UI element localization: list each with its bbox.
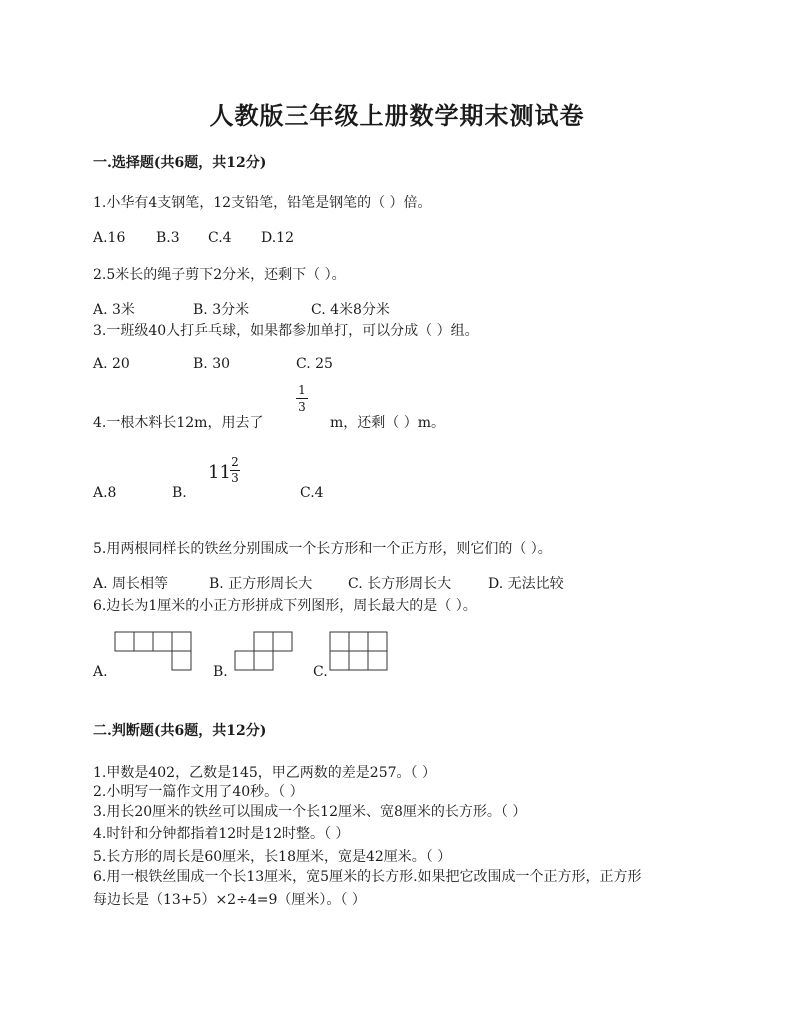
q3-option-b: B. 30 <box>193 356 231 372</box>
question-5: 5.用两根同样长的铁丝分别围成一个长方形和一个正方形，则它们的（ ）。 <box>93 541 552 557</box>
question-4-text-after: m，还剩（ ）m。 <box>330 415 446 431</box>
judgment-item-6: 6.用一根铁丝围成一个长13厘米，宽5厘米的长方形.如果把它改围成一个正方形，正方形 <box>93 869 642 885</box>
unit-square <box>254 651 273 670</box>
unit-square <box>349 651 368 670</box>
question-3: 3.一班级40人打乒乓球，如果都参加单打，可以分成（ ）组。 <box>93 323 479 339</box>
q1-option-a: A.16 <box>93 230 126 246</box>
q2-option-c: C. 4米8分米 <box>311 302 390 318</box>
question-1: 1.小华有4支钢笔，12支铅笔，铅笔是钢笔的（ ）倍。 <box>93 195 432 211</box>
q5-option-d: D. 无法比较 <box>488 576 564 592</box>
judgment-item-5: 5.长方形的周长是60厘米，长18厘米，宽是42厘米。（ ） <box>93 849 452 865</box>
page-title: 人教版三年级上册数学期末测试卷 <box>209 101 585 130</box>
question-4-text-before: 4.一根木料长12m，用去了 <box>93 415 264 431</box>
q4-option-c: C.4 <box>300 485 324 501</box>
judgment-item-3: 3.用长20厘米的铁丝可以围成一个长12厘米、宽8厘米的长方形。（ ） <box>93 804 527 820</box>
q6-figure-a <box>115 632 191 674</box>
mixed-fraction <box>230 456 240 485</box>
q5-option-c: C. 长方形周长大 <box>348 576 452 592</box>
q6-option-a-label: A. <box>93 664 108 680</box>
q6-figure-b <box>235 632 292 672</box>
unit-square <box>115 632 134 651</box>
q4-option-b-mixed-number <box>208 456 248 488</box>
unit-square <box>368 651 387 670</box>
unit-square <box>134 632 153 651</box>
q5-option-a: A. 周长相等 <box>93 576 169 592</box>
q4-fraction-denominator: 3 <box>298 400 306 414</box>
question-6: 6.边长为1厘米的小正方形拼成下列图形，周长最大的是（ ）。 <box>93 598 477 614</box>
q6-option-b-label: B. <box>213 664 228 680</box>
unit-square <box>254 632 273 651</box>
judgment-item-4: 4.时针和分钟都指着12时是12时整。（ ） <box>93 826 350 842</box>
q6-figure-c <box>330 632 387 672</box>
q4-option-a: A.8 <box>93 485 117 501</box>
q1-option-b: B.3 <box>156 230 180 246</box>
judgment-item-6-cont: 每边长是（13+5）×2÷4=9（厘米）。（ ） <box>93 892 366 908</box>
unit-square <box>172 632 191 651</box>
q3-option-a: A. 20 <box>93 356 130 372</box>
question-2: 2.5米长的绳子剪下2分米，还剩下（ ）。 <box>93 267 346 283</box>
unit-square <box>349 632 368 651</box>
unit-square <box>235 651 254 670</box>
q4-option-b: B. <box>172 485 187 501</box>
unit-square <box>330 632 349 651</box>
q2-option-b: B. 3分米 <box>193 302 250 318</box>
unit-square <box>172 651 191 670</box>
q5-option-b: B. 正方形周长大 <box>209 576 313 592</box>
judgment-item-1: 1.甲数是402，乙数是145，甲乙两数的差是257。（ ） <box>93 765 436 781</box>
unit-square <box>153 632 172 651</box>
q3-option-c: C. 25 <box>296 356 333 372</box>
judgment-item-2: 2.小明写一篇作文用了40秒。（ ） <box>93 784 304 800</box>
fraction-bar <box>296 398 308 399</box>
mixed-denominator: 3 <box>231 471 239 485</box>
section-heading-judgment: 二.判断题(共6题，共12分) <box>93 723 267 739</box>
unit-square <box>368 632 387 651</box>
q1-option-d: D.12 <box>261 230 294 246</box>
q4-fraction-numerator: 1 <box>298 383 306 397</box>
section-heading-choice: 一.选择题(共6题，共12分) <box>93 155 267 171</box>
q6-option-c-label: C. <box>313 664 328 680</box>
q1-option-c: C.4 <box>208 230 232 246</box>
q2-option-a: A. 3米 <box>93 302 135 318</box>
unit-square <box>330 651 349 670</box>
q4-fraction <box>296 383 308 414</box>
mixed-whole: 11 <box>208 462 231 483</box>
unit-square <box>273 632 292 651</box>
mixed-numerator: 2 <box>231 455 239 469</box>
